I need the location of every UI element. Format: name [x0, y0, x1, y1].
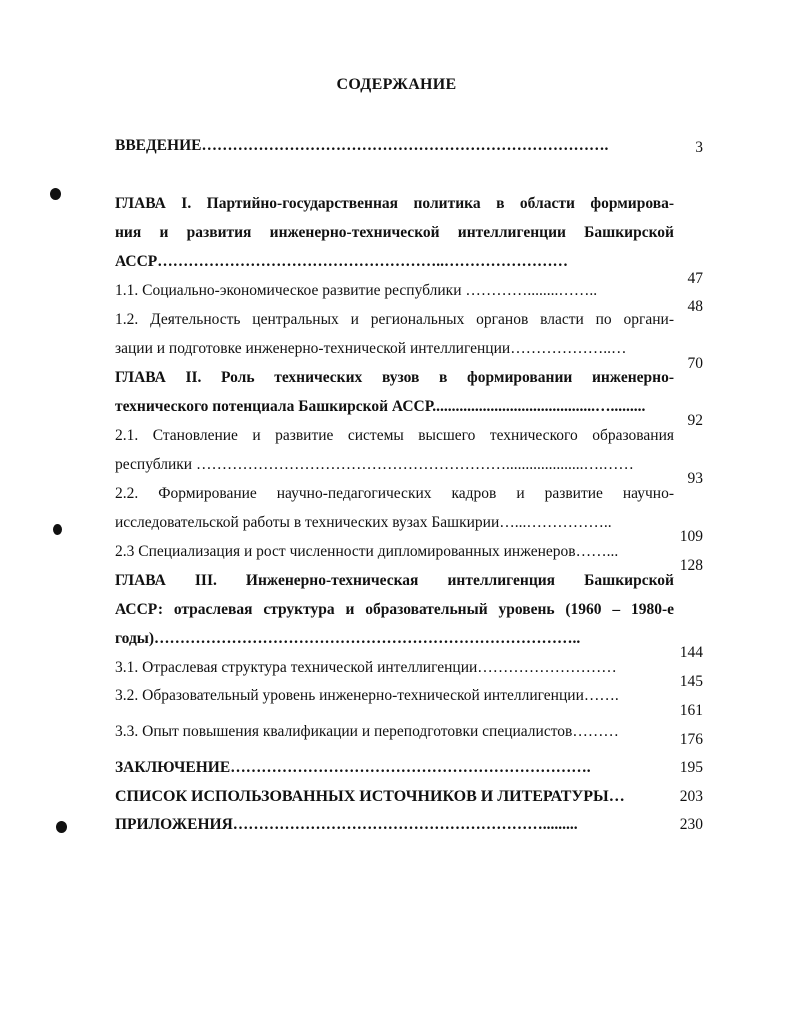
- toc-sources-page: 203: [679, 788, 703, 805]
- toc-chapter3-line1: ГЛАВА III. Инженерно-техническая интеллигенция Башкирской: [115, 572, 674, 589]
- toc-sources: СПИСОК ИСПОЛЬЗОВАННЫХ ИСТОЧНИКОВ И ЛИТЕРАТУРЫ…: [115, 788, 625, 805]
- toc-conclusion-page: 195: [679, 759, 703, 776]
- toc-chapter3-line3: годы)………………………………………………………………………..: [115, 630, 581, 647]
- toc-section-2-2-line2: исследовательской работы в технических вузах Башкирии…...……………..: [115, 514, 612, 531]
- toc-section-2-1-line1: 2.1. Становление и развитие системы высшего технического образования: [115, 427, 674, 444]
- toc-section-1-2-line2: зации и подготовке инженерно-технической интеллигенции………………..…: [115, 340, 627, 357]
- toc-chapter3-page: 144: [679, 644, 703, 661]
- toc-chapter1-line1: ГЛАВА I. Партийно-государственная политика в области формирова-: [115, 195, 674, 212]
- toc-section-3-3-page: 176: [679, 731, 703, 748]
- toc-section-1-1-page: 48: [687, 298, 703, 315]
- toc-chapter1-page: 47: [687, 270, 703, 287]
- page-title: СОДЕРЖАНИЕ: [336, 76, 457, 93]
- toc-chapter2-line2: технического потенциала Башкирской АССР..........................................….........: [115, 398, 646, 415]
- toc-section-3-3: 3.3. Опыт повышения квалификации и переподготовки специалистов………: [115, 723, 619, 740]
- toc-section-1-2-line1: 1.2. Деятельность центральных и региональных органов власти по органи-: [115, 311, 674, 328]
- scan-speck: [56, 821, 67, 833]
- toc-chapter1-line3: АССР………………………………………………..……………………: [115, 253, 569, 270]
- toc-section-2-3: 2.3 Специализация и рост численности дипломированных инженеров……...: [115, 543, 619, 560]
- toc-intro: ВВЕДЕНИЕ…………………………………………………………………….: [115, 137, 609, 154]
- toc-section-2-2-line1: 2.2. Формирование научно-педагогических кадров и развитие научно-: [115, 485, 674, 502]
- toc-chapter2-line1: ГЛАВА II. Роль технических вузов в формировании инженерно-: [115, 369, 674, 386]
- toc-appendix: ПРИЛОЖЕНИЯ…………………………………………………….........: [115, 816, 578, 833]
- scan-speck: [53, 524, 62, 535]
- toc-section-2-2-page: 109: [679, 528, 703, 545]
- toc-section-2-1-page: 93: [687, 470, 703, 487]
- toc-section-2-1-line2: республики ……………………………………………………....................….……: [115, 456, 634, 473]
- toc-chapter2-page: 92: [687, 412, 703, 429]
- toc-section-3-1: 3.1. Отраслевая структура технической интеллигенции………………………: [115, 659, 617, 676]
- toc-intro-page: 3: [695, 139, 703, 156]
- toc-section-3-2: 3.2. Образовательный уровень инженерно-технической интеллигенции…….: [115, 687, 619, 704]
- toc-section-3-2-page: 161: [679, 702, 703, 719]
- toc-section-3-1-page: 145: [679, 673, 703, 690]
- scan-speck: [50, 188, 61, 200]
- toc-section-1-2-page: 70: [687, 355, 703, 372]
- toc-conclusion: ЗАКЛЮЧЕНИЕ…………………………………………………………….: [115, 759, 591, 776]
- toc-section-2-3-page: 128: [679, 557, 703, 574]
- toc-chapter1-line2: ния и развития инженерно-технической интеллигенции Башкирской: [115, 224, 674, 241]
- toc-appendix-page: 230: [679, 816, 703, 833]
- toc-section-1-1: 1.1. Социально-экономическое развитие республики …………........……..: [115, 282, 598, 299]
- toc-chapter3-line2: АССР: отраслевая структура и образовательный уровень (1960 – 1980-е: [115, 601, 674, 618]
